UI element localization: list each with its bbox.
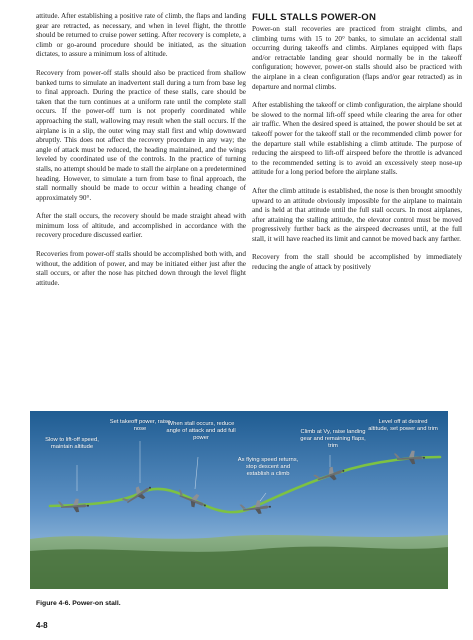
- page-number: 4-8: [36, 621, 48, 630]
- figure-callout: Slow to lift-off speed, maintain altitude: [45, 437, 99, 450]
- paragraph: Recovery from power-off stalls should also be practiced from shallow banked turns to simulate an inadvertent stall during a turn from base leg to final approach. During the practice of these stalls, care should be taken that the turn continues at a uniform rate until the complete stall occurs. If the power-off turn is not properly coordinated while approaching the stall, wallowing may result when the stall occurs. If the airplane is in a slip, the outer wing may stall first and whip downward abruptly. This does not affect the recovery procedure in any way; the angle of attack must be reduced, the heading maintained, and the wings leveled by coordinated use of the controls. In the practice of turning stalls, no attempt should be made to stall the airplane on a predetermined heading. However, to simulate a turn from base to final approach, the stall normally should be made to occur within a heading change of approximately 90°.: [36, 68, 246, 202]
- figure-callout: Level off at desired altitude, set power and trim: [368, 419, 438, 432]
- figure-caption: Figure 4-6. Power-on stall.: [36, 600, 121, 607]
- paragraph: After the stall occurs, the recovery should be made straight ahead with minimum loss of altitude, and accomplished in accordance with the recovery procedure discussed earlier.: [36, 212, 246, 240]
- figure-callout: As flying speed returns, stop descent and establish a climb: [237, 457, 299, 477]
- power-on-stall-figure: [30, 411, 448, 589]
- paragraph: After the climb attitude is established, the nose is then brought smoothly upward to an attitude obviously impossible for the airplane to maintain and is held at that attitude until the full stall occurs. In most airplanes, after attaining the stalling attitude, the elevator control must be moved progressively further back as the airspeed decreases until, at the full stall, it will have reached its limit and cannot be moved back any farther.: [252, 186, 462, 243]
- paragraph: attitude. After establishing a positive rate of climb, the flaps and landing gear are retracted, as necessary, and when in level flight, the throttle should be returned to cruise power setting. After recovery is complete, a climb or go-around procedure should be initiated, as the situation dictates, to assure a minimum loss of altitude.: [36, 12, 246, 59]
- left-column: [36, 12, 246, 297]
- paragraph: Recoveries from power-off stalls should be accomplished both with, and without, the addition of power, and may be initiated either just after the stall occurs, or after the nose has pitched down through the level flight attitude.: [36, 250, 246, 287]
- section-heading: FULL STALLS POWER-ON: [252, 12, 377, 23]
- paragraph: Power-on stall recoveries are practiced from straight climbs, and climbing turns with 15 to 20° banks, to simulate an accidental stall occurring during takeoffs and climbs. Airplanes equipped with flaps and/or retractable landing gear should normally be in the takeoff configuration; however, power-on stalls should also be practiced with the airplane in a clean configuration (flaps and/or gear retracted) as in departure and normal climbs.: [252, 25, 462, 91]
- right-column: [252, 12, 462, 282]
- paragraph: Recovery from the stall should be accomplished by immediately reducing the angle of attack by positively: [252, 253, 462, 272]
- figure-callout: Climb at Vy, raise landing gear and remaining flaps, trim: [300, 429, 366, 449]
- ground-foreground: [30, 547, 448, 589]
- paragraph: After establishing the takeoff or climb configuration, the airplane should be slowed to the normal lift-off speed while clearing the area for other air traffic. When the desired speed is attained, the power should be set at takeoff power for the takeoff stall or the recommended climb power for the departure stall while establishing a climb attitude. The purpose of reducing the airspeed to lift-off airspeed before the throttle is advanced to the recommended setting is to avoid an excessively steep nose-up attitude for a long period before the airplane stalls.: [252, 101, 462, 177]
- figure-callout: Set takeoff power, raise nose: [109, 419, 171, 432]
- figure-callout: When stall occurs, reduce angle of attack and add full power: [166, 421, 236, 441]
